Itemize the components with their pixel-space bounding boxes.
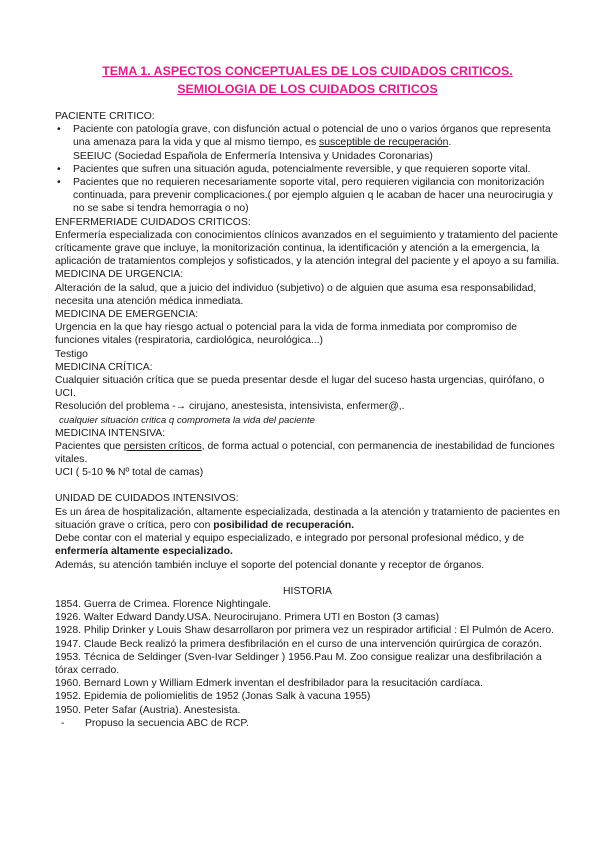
paciente-bullet-1: • Paciente con patología grave, con disfunción actual o potencial de uno o varios órganos que representa una amenaza para la vida y que al mismo tiempo, es susceptible de recuperación. SEEIUC (Sociedad Española de Enfermería Intensiva y Unidades Coronarias)	[57, 124, 551, 162]
enfermeria-heading: ENFERMERIADE CUIDADOS CRITICOS:	[55, 216, 251, 228]
unidad-heading: UNIDAD DE CUIDADOS INTENSIVOS:	[55, 493, 239, 505]
paciente-bullet-2: • Pacientes que sufren una situación aguda, potencialmente reversible, y que requieren soporte vital.	[57, 163, 531, 175]
historia-item: 1854. Guerra de Crimea. Florence Nightingale.	[55, 598, 272, 610]
intensiva-heading: MEDICINA INTENSIVA:	[55, 427, 166, 439]
persisten-criticos: persisten críticos	[123, 440, 202, 452]
critica-resolucion: Resolución del problema -→ cirujano, anestesista, intensivista, enfermer@,.	[55, 401, 405, 413]
critica-nota: cualquier situación critica q comprometa la vida del paciente	[59, 414, 315, 426]
historia-sub-item: - Propuso la secuencia ABC de RCP.	[61, 717, 249, 729]
critica-text: Cualquier situación crítica que se pueda presentar desde el lugar del suceso hasta urgencias, quirófano, o UCI.	[55, 375, 545, 400]
document-page	[55, 62, 560, 730]
uci-camas: UCI ( 5-10 % Nº total de camas)	[55, 467, 204, 479]
bullet-icon: •	[57, 124, 61, 136]
historia-item: 1953. Técnica de Seldinger (Sven-Ivar Seldinger ) 1956.Pau M. Zoo consigue realizar una desfibrilación a tórax cerrado.	[55, 651, 542, 676]
urgencia-text: Alteración de la salud, que a juicio del individuo (subjetivo) o de alguien que asuma esa responsabilidad, necesita una atención médica inmediata.	[55, 282, 537, 307]
historia-item: 1947. Claude Beck realizó la primera desfibrilación en el curso de una intervención quirúrgica de corazón.	[55, 638, 542, 650]
intensiva-text: Pacientes que persisten críticos, de forma actual o potencial, con permanencia de inestabilidad de funciones vitales.	[55, 440, 555, 466]
urgencia-heading: MEDICINA DE URGENCIA:	[55, 269, 184, 281]
critica-heading: MEDICINA CRÍTICA:	[55, 361, 153, 373]
historia-item: 1960. Bernard Lown y William Edmerk inventan el desfribilador para la resucitación cardíaca.	[55, 678, 483, 690]
paciente-bullet-3: • Pacientes que no requieren necesariamente soporte vital, pero requieren vigilancia con monitorización continuada, para prevenir complicaciones.( por ejemplo alguien q le acaban de hacer una neurocirugia y no se sabe si tendra hemorragia o no)	[57, 177, 553, 215]
enfermeria-text: Enfermería especializada con conocimientos clínicos avanzados en el seguimiento y tratamiento del paciente críticamente grave que incluye, la monitorización continua, la identificación y atención a la emergencia, la aplicación de tratamientos complejos y sofisticados, y la atención integral del paciente y el apoyo a su familia.	[55, 229, 560, 268]
emergencia-text: Urgencia en la que hay riesgo actual o potencial para la vida de forma inmediata por compromiso de funciones vitales (respiratoria, cardiológica, neurológica...)	[55, 322, 518, 347]
title-line-1: TEMA 1. ASPECTOS CONCEPTUALES DE LOS CUIDADOS CRITICOS.	[102, 64, 513, 78]
unidad-text: Es un área de hospitalización, altamente especializada, destinada a la atención y tratamiento de pacientes en situación grave o crítica, pero con posibilidad de recuperación.	[55, 506, 560, 531]
historia-item: 1926. Walter Edward Dandy.USA. Neurocirujano. Primera UTI en Boston (3 camas)	[55, 612, 440, 624]
emergencia-extra: Testigo	[55, 348, 88, 360]
paciente-heading: PACIENTE CRITICO:	[55, 111, 155, 122]
bullet-icon: •	[57, 177, 61, 189]
historia-item: 1952. Epidemia de poliomielitis de 1952 (Jonas Salk à vacuna 1955)	[55, 691, 371, 703]
emergencia-heading: MEDICINA DE EMERGENCIA:	[55, 309, 199, 321]
unidad-text-2: Debe contar con el material y equipo especializado, e integrado por personal profesional médico, y de enfermería altamente especializado.	[55, 533, 525, 558]
unidad-text-3: Además, su atención también incluye el soporte del potencial donante y receptor de órganos.	[55, 559, 485, 571]
title-line-2: SEMIOLOGIA DE LOS CUIDADOS CRITICOS	[177, 82, 438, 96]
historia-item: 1950. Peter Safar (Austria). Anestesista.	[55, 704, 241, 716]
seeiuc-note: SEEIUC (Sociedad Española de Enfermería Intensiva y Unidades Coronarias)	[73, 150, 433, 162]
historia-heading: HISTORIA	[283, 585, 332, 597]
susceptible-recuperacion: susceptible de recuperación	[319, 137, 449, 149]
historia-item: 1928. Philip Drinker y Louis Shaw desarrollaron por primera vez un respirador artificial : El Pulmón de Acero.	[55, 625, 554, 637]
bullet-icon: •	[57, 163, 61, 175]
